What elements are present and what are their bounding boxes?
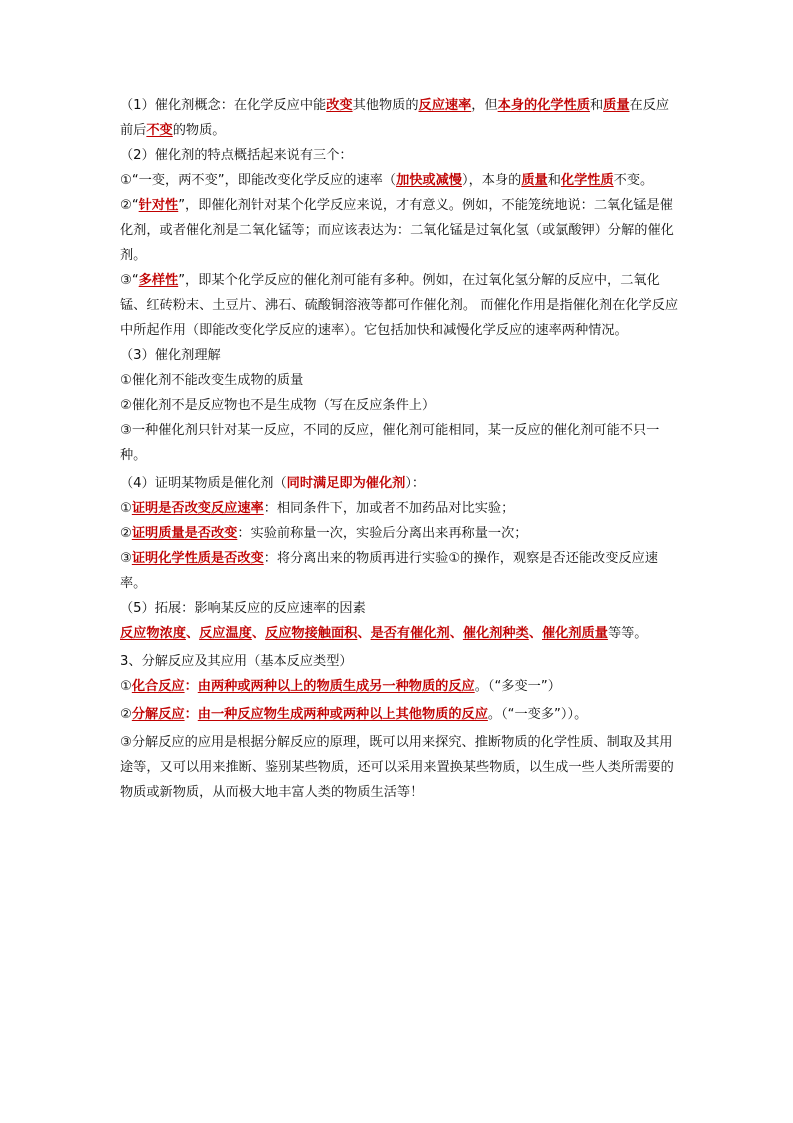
- highlight-chemical-property: 化学性质: [560, 173, 614, 188]
- paragraph-decomposition-application: ③分解反应的应用是根据分解反应的原理，既可以用来探究、推断物质的化学性质、制取及其用途等，又可以用来推断、鉴别某些物质，还可以采用来置换某些物质，以生成一些人类所需要的物质或新物质，从而极大地丰富人类的物质生活等！: [120, 735, 674, 800]
- paragraph-prove-catalyst-heading: （4）证明某物质是催化剂（同时满足即为催化剂）：: [120, 476, 426, 491]
- highlight-diversity: 多样性: [138, 273, 179, 288]
- paragraph-understanding-3: ③一种催化剂只针对某一反应，不同的反应，催化剂可能相同，某一反应的催化剂可能不只一种。: [120, 423, 660, 463]
- highlight-chemical-property: 本身的化学性质: [497, 98, 590, 113]
- paragraph-specificity: ②“针对性”，即催化剂针对某个化学反应来说，才有意义。例如，不能笼统地说：二氧化锰是催化剂，或者催化剂是二氧化锰等；而应该表达为：二氧化锰是过氧化氢（或氯酸钾）分解的催化剂。: [120, 198, 674, 263]
- highlight-mass: 质量: [521, 173, 548, 188]
- paragraph-prove-mass: ②证明质量是否改变：实验前称量一次，实验后分离出来再称量一次；: [120, 526, 528, 541]
- paragraph-prove-rate: ①证明是否改变反应速率：相同条件下，加或者不加药品对比实验；: [120, 501, 515, 516]
- paragraph-prove-chemical-property: ③证明化学性质是否改变：将分离出来的物质再进行实验①的操作，观察是否还能改变反应速率。: [120, 551, 658, 591]
- highlight-combination-reaction: 化合反应: [131, 679, 185, 694]
- highlight-unchanged: 不变: [146, 123, 173, 138]
- paragraph-decomposition-reaction: ②分解反应：由一种反应物生成两种或两种以上其他物质的反应。（“一变多”））。: [120, 707, 588, 722]
- highlight-contact-area: 反应物接触面积: [265, 626, 358, 641]
- paragraph-understanding-2: ②催化剂不是反应物也不是生成物（写在反应条件上）: [120, 398, 436, 413]
- highlight-prove-mass: 证明质量是否改变: [131, 526, 238, 541]
- highlight-prove-rate: 证明是否改变反应速率: [131, 501, 264, 516]
- paragraph-catalyst-concept: （1）催化剂概念：在化学反应中能改变其他物质的反应速率，但本身的化学性质和质量在反应前后不变的物质。: [120, 98, 670, 138]
- highlight-reaction-rate: 反应速率: [418, 98, 472, 113]
- paragraph-understanding-1: ①催化剂不能改变生成物的质量: [120, 373, 304, 388]
- highlight-has-catalyst: 是否有催化剂: [370, 626, 450, 641]
- highlight-specificity: 针对性: [138, 198, 179, 213]
- highlight-combination-definition: 由两种或两种以上的物质生成另一种物质的反应: [197, 679, 475, 694]
- paragraph-one-change-two-unchanged: ①“一变，两不变”，即能改变化学反应的速率（加快或减慢），本身的质量和化学性质不变。: [120, 173, 654, 188]
- paragraph-diversity: ③“多样性”，即某个化学反应的催化剂可能有多种。例如，在过氧化氢分解的反应中，二氧化锰、红砖粉末、土豆片、沸石、硫酸铜溶液等都可作催化剂。 而催化作用是指催化剂在化学反应中所起作用（即能改变化学反应的速率）。它包括加快和减慢化学反应的速率两种情况。: [120, 273, 679, 338]
- highlight-mass: 质量: [603, 98, 630, 113]
- paragraph-combination-reaction: ①化合反应：由两种或两种以上的物质生成另一种物质的反应。（“多变一”）: [120, 679, 561, 694]
- highlight-change: 改变: [326, 98, 353, 113]
- paragraph-rate-factors: 反应物浓度、反应温度、反应物接触面积、是否有催化剂、催化剂种类、催化剂质量等等。: [120, 626, 648, 641]
- paragraph-decomposition-heading: 3、分解反应及其应用（基本反应类型）: [120, 654, 353, 669]
- paragraph-characteristics-heading: （2）催化剂的特点概括起来说有三个：: [120, 148, 353, 163]
- highlight-prove-chemical-property: 证明化学性质是否改变: [131, 551, 264, 566]
- highlight-decomposition-definition: 由一种反应物生成两种或两种以上其他物质的反应: [197, 707, 488, 722]
- highlight-satisfy-all: 同时满足即为催化剂: [286, 476, 406, 491]
- highlight-speed-up-slow-down: 加快或减慢: [396, 173, 462, 188]
- highlight-concentration: 反应物浓度: [120, 626, 186, 641]
- highlight-decomposition-reaction: 分解反应: [131, 707, 185, 722]
- highlight-catalyst-type: 催化剂种类: [462, 626, 529, 641]
- paragraph-understanding-heading: （3）催化剂理解: [120, 348, 221, 363]
- document-page: [120, 93, 680, 805]
- highlight-temperature: 反应温度: [199, 626, 252, 641]
- paragraph-extension-heading: （5）拓展：影响某反应的反应速率的因素: [120, 601, 366, 616]
- highlight-catalyst-mass: 催化剂质量: [542, 626, 608, 641]
